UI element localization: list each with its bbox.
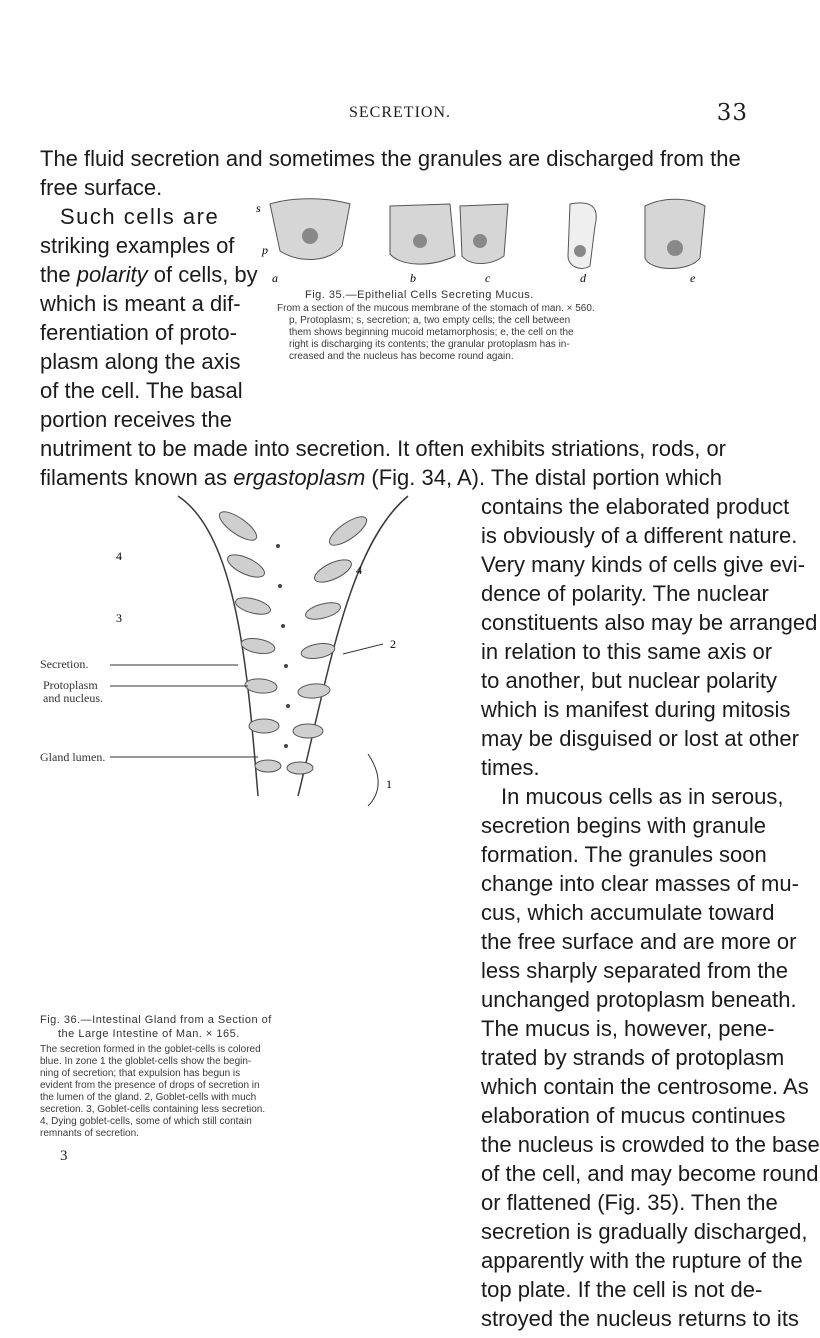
fig35-caption bbox=[277, 303, 747, 363]
rc-line: apparently with the rupture of the bbox=[481, 1248, 803, 1273]
fig36-caption-line: ning of secretion; that expulsion has begun is bbox=[40, 1068, 241, 1079]
rc-line: the free surface and are more or bbox=[481, 929, 797, 954]
fig35-caption-line: creased and the nucleus has become round again. bbox=[289, 351, 514, 362]
zone-4-right: 4 bbox=[356, 563, 362, 577]
fig35-label-p: p bbox=[262, 243, 268, 257]
text-line-8: plasm along the axis bbox=[40, 349, 241, 374]
rc-line: constituents also may be arranged bbox=[481, 610, 818, 635]
fig35-letter-a: a bbox=[272, 271, 278, 285]
text-line-4: striking examples of bbox=[40, 233, 235, 258]
text-line-11: nutriment to be made into secretion. It often exhibits striations, rods, or bbox=[40, 436, 727, 461]
signature-number: 3 bbox=[60, 1148, 68, 1164]
text-line-6: which is meant a dif- bbox=[40, 291, 241, 316]
fig36-caption-line: blue. In zone 1 the globlet-cells show the begin- bbox=[40, 1056, 252, 1067]
cell-c bbox=[460, 204, 508, 264]
rc-line: or flattened (Fig. 35). Then the bbox=[481, 1190, 778, 1215]
zone-bracket bbox=[368, 754, 378, 806]
rc-line: unchanged protoplasm beneath. bbox=[481, 987, 797, 1012]
text-line-7: ferentiation of proto- bbox=[40, 320, 237, 345]
fig35-caption-line: them shows beginning mucoid metamorphosis; e, the cell on the bbox=[289, 327, 574, 338]
zone-2: 2 bbox=[390, 637, 396, 651]
cell-e bbox=[645, 199, 705, 268]
rc-line: the nucleus is crowded to the base bbox=[481, 1132, 820, 1157]
text-line-2: free surface. bbox=[40, 175, 163, 200]
rc-line: trated by strands of protoplasm bbox=[481, 1045, 785, 1070]
zone-4-left: 4 bbox=[116, 549, 122, 563]
label-protoplasm bbox=[43, 679, 103, 705]
fig36-illustration bbox=[118, 476, 478, 806]
text-line-3: Such cells are bbox=[60, 204, 220, 229]
label-protoplasm-line2: and nucleus. bbox=[43, 691, 103, 705]
rc-line: formation. The granules soon bbox=[481, 842, 767, 867]
cell-b bbox=[390, 204, 455, 264]
rc-line: secretion is gradually discharged, bbox=[481, 1219, 808, 1244]
nuclei-dots bbox=[276, 544, 290, 748]
rc-line: contains the elaborated product bbox=[481, 494, 790, 519]
rc-line: top plate. If the cell is not de- bbox=[481, 1277, 763, 1302]
rc-line: stroyed the nucleus returns to its bbox=[481, 1306, 799, 1331]
label-secretion: Secretion. bbox=[40, 657, 89, 671]
page-title: SECRETION. bbox=[349, 104, 451, 121]
fig35-caption-line: right is discharging its contents; the granular protoplasm has in- bbox=[289, 339, 570, 350]
fig35-caption-line: p, Protoplasm; s, secretion; a, two empty cells; the cell between bbox=[289, 315, 571, 326]
rc-line: The mucus is, however, pene- bbox=[481, 1016, 775, 1041]
fig36-caption-line: the lumen of the gland. 2, Goblet-cells with much bbox=[40, 1092, 257, 1103]
fig36-caption-line: evident from the presence of drops of secretion in bbox=[40, 1080, 260, 1091]
rc-line: secretion begins with granule bbox=[481, 813, 766, 838]
text-line-9: of the cell. The basal bbox=[40, 378, 243, 403]
zone-1: 1 bbox=[386, 777, 392, 791]
rc-line: cus, which accumulate toward bbox=[481, 900, 775, 925]
text-line-1: The fluid secretion and sometimes the granules are discharged from the bbox=[40, 146, 741, 171]
rc-line: in relation to this same axis or bbox=[481, 639, 773, 664]
rc-line: In mucous cells as in serous, bbox=[501, 784, 784, 809]
rc-line: may be disguised or lost at other bbox=[481, 726, 799, 751]
fig35-letter-e: e bbox=[690, 271, 696, 285]
page-number: 33 bbox=[716, 100, 748, 126]
fig35-caption-title: Fig. 35.—Epithelial Cells Secreting Mucus. bbox=[305, 289, 534, 301]
fig35-letter-d: d bbox=[580, 271, 586, 285]
fig35-letter-c: c bbox=[485, 271, 491, 285]
fig35-letter-b: b bbox=[410, 271, 416, 285]
leader-lines bbox=[110, 644, 383, 757]
fig36-caption-line: secretion. 3, Goblet-cells containing less secretion. bbox=[40, 1104, 266, 1115]
rc-line: Very many kinds of cells give evi- bbox=[481, 552, 806, 577]
fig36-caption-line: remnants of secretion. bbox=[40, 1128, 139, 1139]
text-line-5: the polarity of cells, by bbox=[40, 262, 258, 287]
fig35-label-s: s bbox=[256, 201, 261, 215]
fig35-caption-line: From a section of the mucous membrane of the stomach of man. × 560. bbox=[277, 303, 595, 314]
text-line-10: portion receives the bbox=[40, 407, 232, 432]
fig36-caption bbox=[40, 1044, 460, 1140]
rc-line: of the cell, and may become round bbox=[481, 1161, 819, 1186]
rc-line: dence of polarity. The nuclear bbox=[481, 581, 769, 606]
running-header bbox=[0, 100, 800, 126]
fig35-illustration bbox=[250, 196, 750, 286]
rc-line: times. bbox=[481, 755, 540, 780]
rc-line: which contain the centrosome. As bbox=[481, 1074, 809, 1099]
goblet-cells bbox=[215, 507, 370, 774]
rc-line: is obviously of a different nature. bbox=[481, 523, 798, 548]
cell-d bbox=[568, 203, 596, 269]
rc-line: to another, but nuclear polarity bbox=[481, 668, 777, 693]
fig36-caption-title-2: the Large Intestine of Man. × 165. bbox=[58, 1028, 240, 1040]
zone-3: 3 bbox=[116, 611, 122, 625]
fig36-caption-line: 4, Dying goblet-cells, some of which still contain bbox=[40, 1116, 252, 1127]
label-gland-lumen: Gland lumen. bbox=[40, 750, 106, 764]
label-protoplasm-line1: Protoplasm bbox=[43, 678, 98, 692]
rc-line: which is manifest during mitosis bbox=[481, 697, 791, 722]
rc-line: change into clear masses of mu- bbox=[481, 871, 799, 896]
fig36-caption-title-1: Fig. 36.—Intestinal Gland from a Section of bbox=[40, 1014, 272, 1026]
fig36-caption-line: The secretion formed in the goblet-cells is colored bbox=[40, 1044, 261, 1055]
rc-line: less sharply separated from the bbox=[481, 958, 788, 983]
text-line-12: filaments known as ergastoplasm (Fig. 34, A). The distal portion which bbox=[40, 465, 722, 490]
rc-line: elaboration of mucus continues bbox=[481, 1103, 786, 1128]
